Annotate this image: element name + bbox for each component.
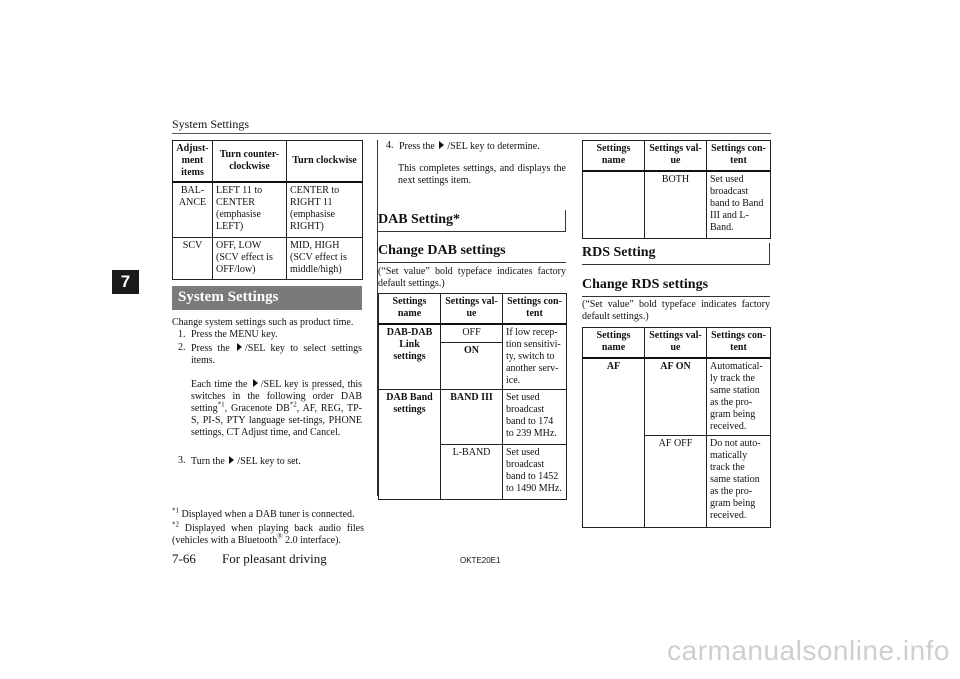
table-header: Adjust-ment items bbox=[173, 141, 213, 183]
play-key-icon bbox=[437, 140, 447, 150]
table-cell: AF OFF bbox=[645, 435, 707, 527]
table-cell: BAND III bbox=[441, 389, 503, 444]
rds-intro: (“Set value” bold typeface indicates factory default settings.) bbox=[582, 299, 770, 322]
watermark: carmanualsonline.info bbox=[667, 635, 950, 666]
dab-intro: (“Set value” bold typeface indicates factory default settings.) bbox=[378, 266, 566, 289]
table-row bbox=[379, 324, 567, 343]
footnote-2: $^{*2}$ Displayed when playing back audio files (vehicles with a Bluetooth® 2.0 interface). bbox=[172, 520, 364, 546]
table-cell: L-BAND bbox=[441, 444, 503, 499]
step-2-detail: Each time the /SEL key is pressed, this switches in the following order DAB setting$^{*1}$, Gracenote DB$^{*2}$, AF, REG, TP-S, PI-S, PTY language set-tings, PHONE settings, CT Adjust time, and Cancel. bbox=[191, 379, 363, 438]
rds-setting-heading: RDS Setting bbox=[582, 243, 770, 265]
table-cell: AF bbox=[583, 358, 645, 528]
table-row bbox=[379, 389, 567, 444]
play-key-icon bbox=[227, 455, 237, 465]
table-cell: DAB Band settings bbox=[379, 389, 441, 499]
table-header: Settings con-tent bbox=[707, 141, 771, 171]
table-cell: CENTER to RIGHT 11 (emphasise RIGHT) bbox=[287, 182, 363, 237]
chapter-tab: 7 bbox=[112, 270, 139, 294]
change-rds-heading: Change RDS settings bbox=[582, 277, 770, 297]
change-dab-heading: Change DAB settings bbox=[378, 243, 566, 263]
table-cell bbox=[583, 171, 645, 239]
table-header: Settings con-tent bbox=[503, 294, 567, 324]
table-cell: LEFT 11 to CENTER (emphasise LEFT) bbox=[213, 182, 287, 237]
header-rule bbox=[172, 133, 771, 134]
table-cell: Set used broadcast band to 1452 to 1490 MHz. bbox=[503, 444, 567, 499]
table-cell: ON bbox=[441, 343, 503, 389]
table-cell: DAB-DAB Link settings bbox=[379, 324, 441, 390]
table-row bbox=[173, 237, 363, 279]
section-heading: System Settings bbox=[172, 286, 362, 310]
table-cell: Do not auto-matically track the same station as the pro-gram being received. bbox=[707, 435, 771, 527]
table-cell: Set used broadcast band to Band III and L-Band. bbox=[707, 171, 771, 239]
step-4: 4. Press the /SEL key to determine. bbox=[386, 140, 540, 152]
table-header: Turn clockwise bbox=[287, 141, 363, 183]
table-cell: Automatical-ly track the same station as the pro-gram being received. bbox=[707, 358, 771, 436]
table-cell: If low recep-tion sensitivi-ty, switch to another serv-ice. bbox=[503, 324, 567, 390]
table-header: Settings val-ue bbox=[645, 328, 707, 358]
table-header: Settings name bbox=[583, 328, 645, 358]
step-2: 2. Press the /SEL key to select settings items. bbox=[178, 342, 362, 366]
page-number: 7-66 bbox=[172, 551, 196, 566]
band-continued-table bbox=[582, 140, 771, 239]
play-key-icon bbox=[251, 378, 261, 388]
table-cell: MID, HIGH (SCV effect is middle/high) bbox=[287, 237, 363, 279]
step-4-detail: This completes settings, and displays the next settings item. bbox=[398, 163, 566, 186]
table-header: Turn counter-clockwise bbox=[213, 141, 287, 183]
section-intro: Change system settings such as product time. bbox=[172, 317, 354, 328]
play-key-icon bbox=[235, 342, 245, 352]
table-header: Settings name bbox=[583, 141, 645, 171]
running-header: System Settings bbox=[172, 117, 250, 131]
table-cell: Set used broadcast band to 174 to 239 MHz. bbox=[503, 389, 567, 444]
rds-settings-table bbox=[582, 327, 771, 528]
table-header: Settings val-ue bbox=[645, 141, 707, 171]
table-cell: OFF bbox=[441, 324, 503, 343]
table-cell: BOTH bbox=[645, 171, 707, 239]
table-cell: AF ON bbox=[645, 358, 707, 436]
table-row bbox=[583, 171, 771, 239]
table-cell: SCV bbox=[173, 237, 213, 279]
table-cell: OFF, LOW (SCV effect is OFF/low) bbox=[213, 237, 287, 279]
table-header: Settings name bbox=[379, 294, 441, 324]
table-row bbox=[173, 182, 363, 237]
footer-title: For pleasant driving bbox=[222, 551, 327, 566]
footnote-1: $^{*1}$ Displayed when a DAB tuner is connected. bbox=[172, 506, 355, 520]
table-header: Settings con-tent bbox=[707, 328, 771, 358]
balance-scv-table bbox=[172, 140, 363, 280]
table-cell: BAL-ANCE bbox=[173, 182, 213, 237]
dab-settings-table bbox=[378, 293, 567, 500]
table-row bbox=[583, 358, 771, 436]
step-3: 3. Turn the /SEL key to set. bbox=[178, 455, 301, 467]
table-header: Settings val-ue bbox=[441, 294, 503, 324]
document-code: OKTE20E1 bbox=[460, 556, 501, 565]
dab-setting-heading: DAB Setting* bbox=[378, 210, 566, 232]
step-1: 1. Press the MENU key. bbox=[178, 329, 278, 340]
